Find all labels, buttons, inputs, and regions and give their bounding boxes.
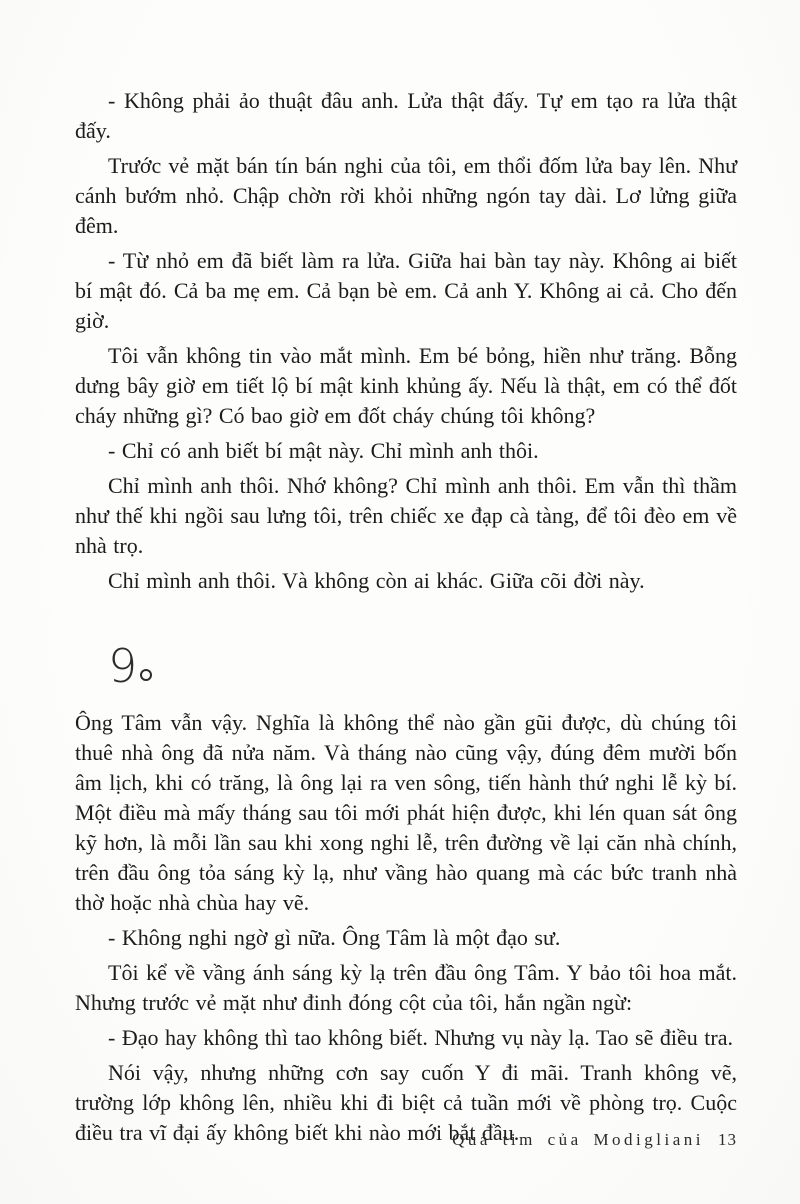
paragraph-dialogue: - Đạo hay không thì tao không biết. Nhưng vụ này lạ. Tao sẽ điều tra. <box>108 1025 733 1050</box>
paragraph-narration: Chỉ mình anh thôi. Nhớ không? Chỉ mình anh thôi. Em vẫn thì thầm như thế khi ngồi sau lưng tôi, trên chiếc xe đạp cà tàng, để tôi đèo em về nhà trọ. <box>75 473 737 558</box>
page-number: 13 <box>718 1130 737 1149</box>
paragraph-narration: Trước vẻ mặt bán tín bán nghi của tôi, em thổi đốm lửa bay lên. Như cánh bướm nhỏ. Chập chờn rời khỏi những ngón tay dài. Lơ lửng giữa đêm. <box>75 153 737 238</box>
paragraph-dialogue: - Không phải ảo thuật đâu anh. Lửa thật đấy. Tự em tạo ra lửa thật đấy. <box>75 88 737 143</box>
paragraph-dialogue: - Chỉ có anh biết bí mật này. Chỉ mình anh thôi. <box>108 438 539 463</box>
chapter-number: 9 <box>108 639 138 693</box>
paragraph-narration: Nói vậy, nhưng những cơn say cuốn Y đi mãi. Tranh không vẽ, trường lớp không lên, nhiều khi đi biệt cả tuần mới về phòng trọ. Cuộc điều tra vĩ đại ấy không biết khi nào mới bắt đầu. <box>75 1060 737 1145</box>
chapter-dot-ornament <box>140 669 152 681</box>
paragraph-narration: Ông Tâm vẫn vậy. Nghĩa là không thể nào gần gũi được, dù chúng tôi thuê nhà ông đã nửa năm. Và tháng nào cũng vậy, đúng đêm mười bốn âm lịch, khi có trăng, là ông lại ra ven sông, tiến hành thứ nghi lễ kỳ bí. Một điều mà mấy tháng sau tôi mới phát hiện được, khi lén quan sát ông kỹ hơn, là mỗi lần sau khi xong nghi lễ, trên đường về lại căn nhà chính, trên đầu ông tỏa sáng kỳ lạ, như vầng hào quang mà các bức tranh nhà thờ hoặc nhà chùa hay vẽ. <box>75 710 737 915</box>
page-text-block <box>75 86 737 1153</box>
chapter-heading <box>75 640 737 692</box>
page-footer <box>75 1128 737 1152</box>
paragraph-dialogue: - Không nghi ngờ gì nữa. Ông Tâm là một đạo sư. <box>108 925 561 950</box>
paragraph-dialogue: - Từ nhỏ em đã biết làm ra lửa. Giữa hai bàn tay này. Không ai biết bí mật đó. Cả ba mẹ em. Cả bạn bè em. Cả anh Y. Không ai cả. Cho đến giờ. <box>75 248 737 333</box>
paragraph-narration: Tôi kể về vầng ánh sáng kỳ lạ trên đầu ông Tâm. Y bảo tôi hoa mắt. Nhưng trước vẻ mặt như đinh đóng cột của tôi, hắn ngần ngừ: <box>75 960 737 1015</box>
paragraph-narration: Tôi vẫn không tin vào mắt mình. Em bé bỏng, hiền như trăng. Bỗng dưng bây giờ em tiết lộ bí mật kinh khủng ấy. Nếu là thật, em có thể đốt cháy những gì? Có bao giờ em đốt cháy chúng tôi không? <box>75 343 737 428</box>
paragraph-narration: Chỉ mình anh thôi. Và không còn ai khác. Giữa cõi đời này. <box>108 568 645 593</box>
running-title: Quả tim của Modigliani <box>452 1130 704 1149</box>
